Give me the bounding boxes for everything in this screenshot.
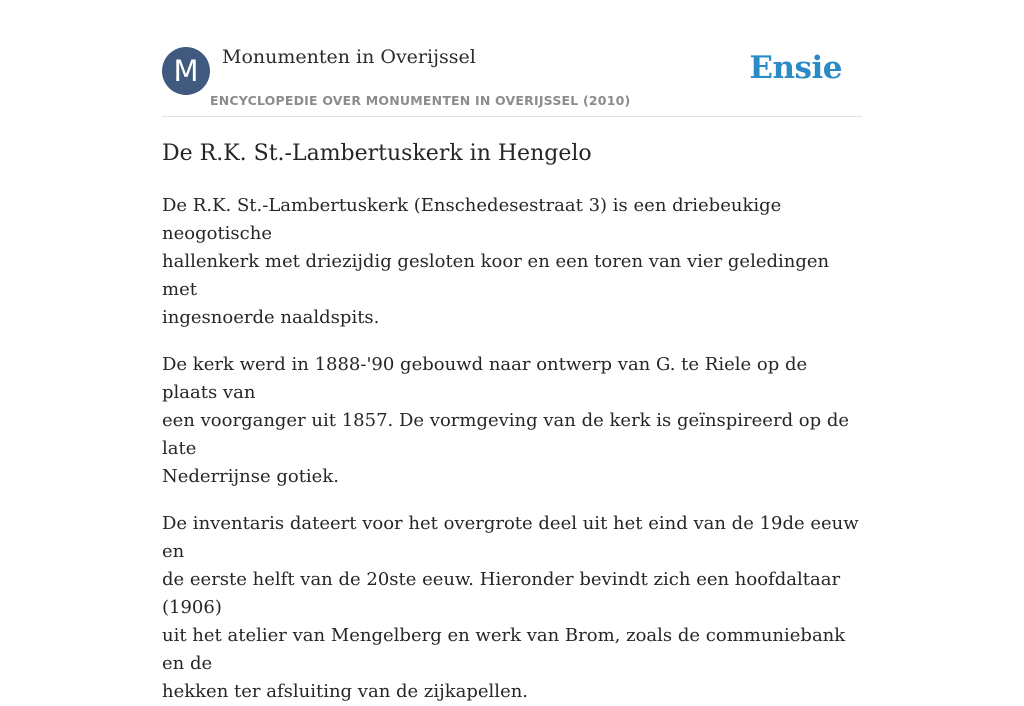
ensie-logo[interactable]: Ensie xyxy=(749,50,842,86)
source-header xyxy=(162,0,862,117)
article-title: De R.K. St.-Lambertuskerk in Hengelo xyxy=(162,141,592,166)
article-paragraph: De R.K. St.-Lambertuskerk (Enschedesestraat 3) is een driebeukige neogotische hallenkerk met driezijdig gesloten koor en een toren van vier geledingen met ingesnoerde naaldspits. xyxy=(162,195,830,328)
source-title-link[interactable]: Monumenten in Overijssel xyxy=(222,46,476,68)
article xyxy=(162,136,862,706)
article-paragraph: De inventaris dateert voor het overgrote deel uit het eind van de 19de eeuw en de eerste helft van de 20ste eeuw. Hieronder bevindt zich een hoofdaltaar (1906) uit het atelier van Mengelberg en werk van Brom, zoals de communiebank en de hekken ter afsluiting van de zijkapellen. xyxy=(162,513,859,702)
source-subtitle: ENCYCLOPEDIE OVER MONUMENTEN IN OVERIJSSEL (2010) xyxy=(210,93,631,108)
article-paragraph: De kerk werd in 1888-'90 gebouwd naar ontwerp van G. te Riele op de plaats van een voorganger uit 1857. De vormgeving van de kerk is geïnspireerd op de late Nederrijnse gotiek. xyxy=(162,354,850,487)
source-avatar[interactable]: M xyxy=(162,47,210,95)
